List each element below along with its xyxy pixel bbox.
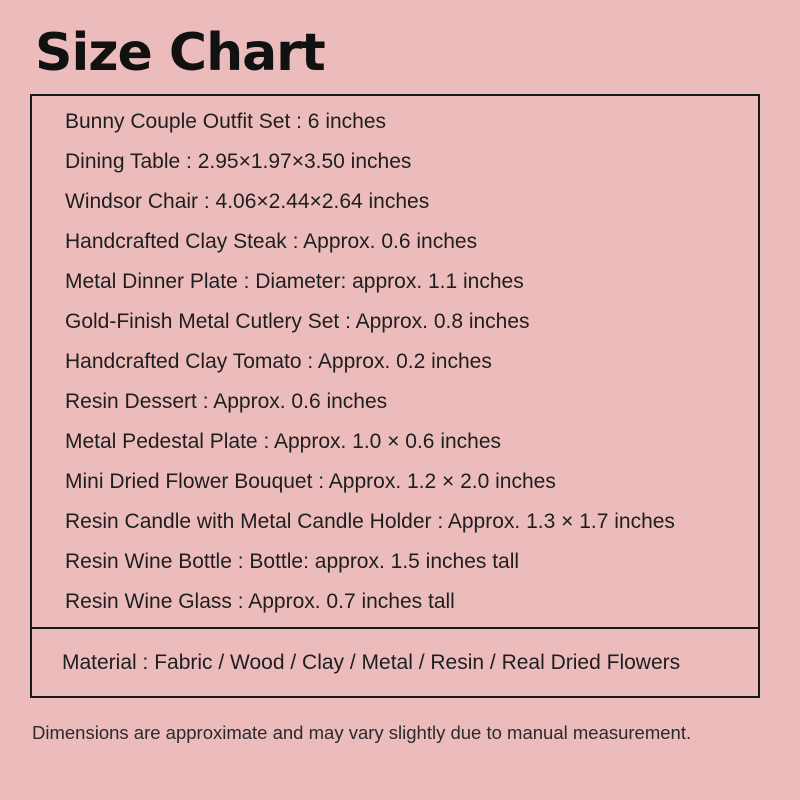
size-item: Bunny Couple Outfit Set : 6 inches <box>65 110 387 133</box>
size-item: Resin Candle with Metal Candle Holder : Approx. 1.3 × 1.7 inches <box>65 510 675 533</box>
size-item: Metal Dinner Plate : Diameter: approx. 1.1 inches <box>65 270 524 293</box>
size-item: Metal Pedestal Plate : Approx. 1.0 × 0.6 inches <box>65 430 502 453</box>
page-title: Size Chart <box>35 23 325 83</box>
footnote: Dimensions are approximate and may vary slightly due to manual measurement. <box>32 722 692 743</box>
size-item: Mini Dried Flower Bouquet : Approx. 1.2 × 2.0 inches <box>65 470 556 493</box>
size-item: Windsor Chair : 4.06×2.44×2.64 inches <box>65 190 430 213</box>
size-item: Handcrafted Clay Tomato : Approx. 0.2 inches <box>65 350 492 373</box>
size-item: Resin Wine Bottle : Bottle: approx. 1.5 inches tall <box>65 550 520 573</box>
size-item: Gold-Finish Metal Cutlery Set : Approx. 0.8 inches <box>65 310 530 333</box>
size-table <box>30 94 760 698</box>
material-line: Material : Fabric / Wood / Clay / Metal / Resin / Real Dried Flowers <box>62 651 681 674</box>
size-item: Handcrafted Clay Steak : Approx. 0.6 inches <box>65 230 478 253</box>
size-item: Dining Table : 2.95×1.97×3.50 inches <box>65 150 412 173</box>
size-item: Resin Dessert : Approx. 0.6 inches <box>65 390 388 413</box>
size-item: Resin Wine Glass : Approx. 0.7 inches tall <box>65 590 455 613</box>
size-list <box>65 102 754 622</box>
